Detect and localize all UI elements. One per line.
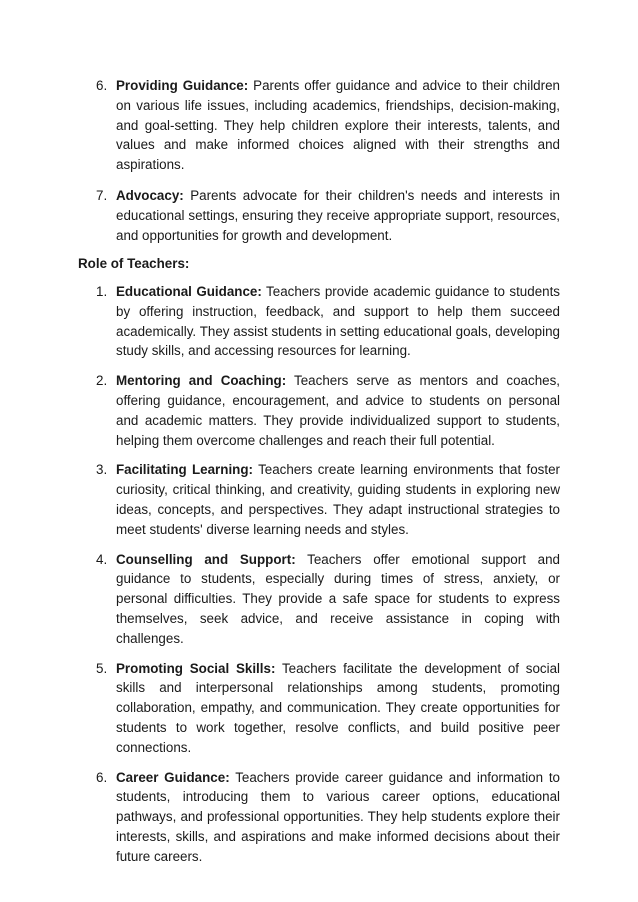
- item-number: 1.: [96, 284, 108, 299]
- item-label: Facilitating Learning:: [116, 462, 253, 478]
- list-item: [0, 76, 560, 175]
- item-label: Career Guidance:: [116, 769, 230, 785]
- item-text: Teachers create learning environments that foster curiosity, critical thinking, and creativity, guiding students in exploring new ideas, concepts, and perspectives. They adapt instructional strategies to meet students' diverse learning needs and styles.: [116, 462, 561, 537]
- item-label: Advocacy:: [116, 187, 184, 203]
- item-number: 6.: [96, 78, 108, 93]
- list-item: [0, 460, 560, 539]
- item-text: Teachers provide academic guidance to students by offering instruction, feedback, and support to help them succeed academically. They assist students in setting educational goals, developing study skills, and accessing resources for learning.: [116, 284, 561, 359]
- item-label: Educational Guidance:: [116, 284, 262, 299]
- item-text: Parents advocate for their children's needs and interests in educational settings, ensuring they receive appropriate support, resources, and opportunities for growth and development.: [116, 187, 560, 243]
- parents-list: [0, 76, 560, 245]
- list-item: [0, 550, 560, 649]
- item-number: 3.: [96, 462, 108, 478]
- item-text: Teachers facilitate the development of social skills and interpersonal relationships among students, promoting collaboration, empathy, and communication. They create opportunities for students to work together, resolve conflicts, and build positive peer connections.: [116, 660, 560, 755]
- list-item: [0, 659, 560, 758]
- item-number: 6.: [96, 769, 108, 785]
- item-label: Providing Guidance:: [116, 78, 249, 93]
- item-label: Mentoring and Coaching:: [116, 373, 287, 389]
- item-number: 4.: [96, 551, 108, 567]
- item-label: Counselling and Support:: [116, 551, 296, 567]
- list-item: [0, 768, 560, 867]
- item-number: 2.: [96, 373, 108, 389]
- item-text: Teachers offer emotional support and guidance to students, especially during times of stress, anxiety, or personal difficulties. They provide a safe space for students to express themselves, seek advice, and receive assistance in coping with challenges.: [116, 551, 560, 646]
- item-text: Teachers serve as mentors and coaches, offering guidance, encouragement, and advice to students on personal and academic matters. They provide individualized support to students, helping them overcome challenges and reach their full potential.: [116, 373, 561, 448]
- list-item: [0, 186, 560, 245]
- list-item: [0, 371, 560, 450]
- item-number: 5.: [96, 660, 108, 676]
- item-text: Teachers provide career guidance and information to students, introducing them to various career options, educational pathways, and professional opportunities. They help students explore their interests, skills, and aspirations and make informed decisions about their future careers.: [116, 769, 560, 864]
- item-text: Parents offer guidance and advice to their children on various life issues, including academics, friendships, decision-making, and goal-setting. They help children explore their interests, talents, and values and make informed choices aligned with their strengths and aspirations.: [116, 78, 560, 173]
- teachers-list: [0, 282, 560, 867]
- section-heading: Role of Teachers:: [78, 256, 190, 271]
- list-item: [0, 282, 560, 361]
- item-number: 7.: [96, 187, 108, 203]
- item-label: Promoting Social Skills:: [116, 660, 276, 676]
